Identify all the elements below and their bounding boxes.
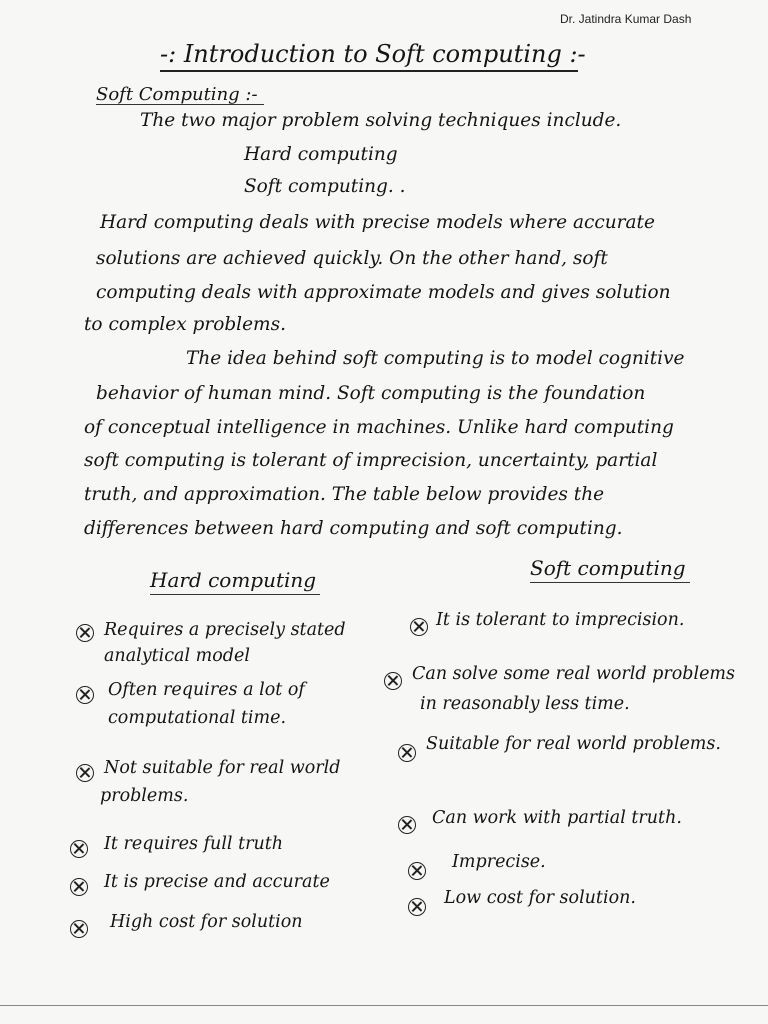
paragraph2-line: truth, and approximation. The table below provides the — [84, 484, 605, 505]
soft-item: Can work with partial truth. — [432, 808, 682, 828]
author-header: Dr. Jatindra Kumar Dash — [560, 12, 692, 26]
soft-item: Low cost for solution. — [444, 888, 636, 908]
hard-item: Not suitable for real world — [104, 758, 341, 778]
bullet-icon — [70, 840, 88, 858]
soft-item: Can solve some real world problems — [412, 664, 735, 684]
soft-item: Suitable for real world problems. — [426, 734, 721, 754]
bullet-icon — [70, 920, 88, 938]
hard-item: computational time. — [108, 708, 287, 728]
bullet-icon — [384, 672, 402, 690]
soft-heading-underline — [530, 582, 690, 583]
paragraph1-line: computing deals with approximate models and gives solution — [96, 282, 671, 303]
hard-item: problems. — [100, 786, 189, 806]
paragraph2-line: soft computing is tolerant of imprecision, uncertainty, partial — [84, 450, 658, 471]
subheading-underline — [96, 104, 264, 105]
bullet-icon — [408, 898, 426, 916]
hard-computing-heading: Hard computing — [150, 568, 317, 592]
intro-line: Hard computing — [244, 144, 398, 165]
soft-item: in reasonably less time. — [420, 694, 630, 714]
section-subheading: Soft Computing :- — [96, 84, 258, 105]
title-underline — [160, 70, 578, 72]
page-title: -: Introduction to Soft computing :- — [160, 40, 586, 68]
hard-item: Requires a precisely stated — [104, 620, 346, 640]
paragraph1-line: solutions are achieved quickly. On the other hand, soft — [96, 248, 608, 269]
hard-heading-underline — [150, 594, 320, 595]
soft-item: It is tolerant to imprecision. — [436, 610, 685, 630]
bullet-icon — [398, 744, 416, 762]
bullet-icon — [398, 816, 416, 834]
page-bottom-rule — [0, 1005, 768, 1006]
bullet-icon — [76, 624, 94, 642]
hard-item: It is precise and accurate — [104, 872, 330, 892]
soft-computing-heading: Soft computing — [530, 556, 686, 580]
hard-item: It requires full truth — [104, 834, 284, 854]
paragraph2-line: The idea behind soft computing is to model cognitive — [186, 348, 685, 369]
bullet-icon — [76, 686, 94, 704]
paragraph1-line: Hard computing deals with precise models where accurate — [100, 212, 655, 233]
paragraph2-line: behavior of human mind. Soft computing is the foundation — [96, 383, 646, 404]
bullet-icon — [76, 764, 94, 782]
hard-item: High cost for solution — [110, 912, 303, 932]
paragraph2-line: differences between hard computing and soft computing. — [84, 518, 623, 539]
intro-line: Soft computing. . — [244, 176, 406, 197]
bullet-icon — [70, 878, 88, 896]
intro-line: The two major problem solving techniques include. — [140, 110, 622, 131]
soft-item: Imprecise. — [452, 852, 546, 872]
paragraph1-line: to complex problems. — [84, 314, 286, 335]
bullet-icon — [410, 618, 428, 636]
paragraph2-line: of conceptual intelligence in machines. Unlike hard computing — [84, 417, 674, 438]
hard-item: Often requires a lot of — [108, 680, 305, 700]
bullet-icon — [408, 862, 426, 880]
hard-item: analytical model — [104, 646, 250, 666]
